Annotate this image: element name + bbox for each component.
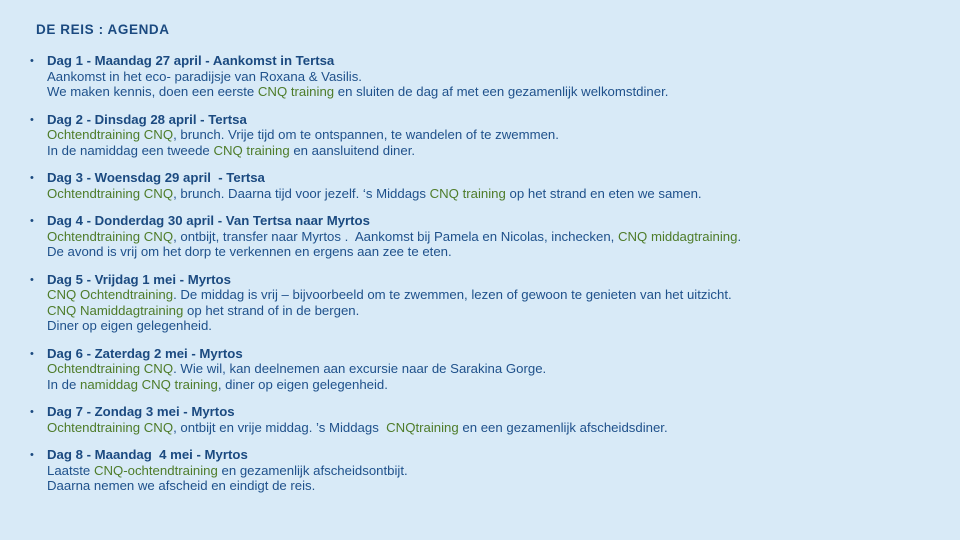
text-segment: Aankomst in het eco- paradijsje van Roxana & Vasilis. (47, 68, 362, 84)
agenda-item-line (47, 186, 702, 202)
highlighted-text-segment: CNQ training (213, 142, 290, 158)
highlighted-text-segment: CNQ-ochtendtraining (93, 462, 218, 478)
agenda-item (30, 404, 950, 435)
agenda-item-content (47, 112, 559, 159)
agenda-item-content (47, 404, 668, 435)
highlighted-text-segment: Ochtendtraining CNQ (47, 419, 174, 435)
text-segment: Laatste (47, 462, 94, 478)
agenda-item (30, 53, 950, 100)
highlighted-text-segment: CNQ middagtraining (618, 228, 738, 244)
agenda-item-content (47, 213, 741, 260)
text-segment: In de (47, 376, 80, 392)
text-segment: Diner op eigen gelegenheid. (47, 318, 212, 333)
agenda-item-line (47, 127, 559, 143)
text-segment: , diner op eigen gelegenheid. (217, 376, 388, 392)
text-segment: In de namiddag een tweede (47, 142, 214, 158)
highlighted-text-segment: Ochtendtraining CNQ (47, 228, 174, 244)
bullet-icon: • (30, 172, 34, 184)
slide-title: DE REIS : AGENDA (36, 22, 170, 37)
agenda-item (30, 112, 950, 159)
agenda-item-header: Dag 8 - Maandag 4 mei - Myrtos (47, 447, 248, 462)
agenda-item (30, 272, 950, 334)
agenda-item-header: Dag 5 - Vrijdag 1 mei - Myrtos (47, 271, 231, 287)
bullet-icon: • (30, 347, 34, 360)
agenda-item-line (47, 318, 732, 334)
agenda-item-line (47, 69, 668, 85)
agenda-item-line (47, 303, 732, 319)
bullet-icon: • (30, 449, 34, 461)
text-segment: . De middag is vrij – bijvoorbeeld om te zwemmen, lezen of gewoon te genieten van het uitzicht. (173, 287, 732, 302)
agenda-item-line (47, 287, 732, 303)
highlighted-text-segment: CNQ Namiddagtraining (47, 302, 184, 318)
text-segment: en aansluitend diner. (289, 142, 416, 158)
highlighted-text-segment: CNQ training (257, 84, 335, 99)
agenda-item-line (47, 244, 741, 260)
agenda-item-content (47, 170, 702, 201)
agenda-item-content (47, 447, 408, 494)
agenda-list (0, 53, 960, 494)
agenda-item-line (47, 229, 741, 245)
text-segment: We maken kennis, doen een eerste (47, 84, 258, 99)
text-segment: en sluiten de dag af met een gezamenlijk welkomstdiner. (334, 84, 669, 99)
agenda-item-line (47, 361, 546, 377)
agenda-item (30, 170, 950, 201)
text-segment: op het strand en eten we samen. (505, 185, 702, 201)
text-segment: en een gezamenlijk afscheidsdiner. (458, 419, 668, 435)
agenda-item-header: Dag 3 - Woensdag 29 april - Tertsa (47, 170, 265, 185)
text-segment: Daarna nemen we afscheid en eindigt de reis. (47, 478, 316, 493)
agenda-item (30, 447, 950, 494)
text-segment: , brunch. Vrije tijd om te ontspannen, te wandelen of te zwemmen. (173, 127, 559, 142)
highlighted-text-segment: namiddag CNQ training (80, 376, 218, 392)
agenda-item-content (47, 346, 546, 393)
text-segment: en gezamenlijk afscheidsontbijt. (217, 462, 408, 478)
text-segment: , ontbijt, transfer naar Myrtos . Aankomst bij Pamela en Nicolas, inchecken, (173, 228, 618, 244)
bullet-icon: • (30, 215, 34, 227)
agenda-item-line (47, 84, 668, 100)
bullet-icon: • (30, 273, 34, 286)
agenda-item-header: Dag 1 - Maandag 27 april - Aankomst in Tertsa (47, 53, 335, 68)
highlighted-text-segment: Ochtendtraining CNQ (47, 185, 174, 201)
agenda-item-line (47, 377, 546, 393)
agenda-item-line (47, 420, 668, 436)
agenda-item-content (47, 272, 732, 334)
text-segment: . Wie wil, kan deelnemen aan excursie naar de Sarakina Gorge. (173, 361, 547, 376)
agenda-item-line (47, 143, 559, 159)
agenda-item-line (47, 478, 408, 494)
highlighted-text-segment: Ochtendtraining CNQ (47, 361, 174, 376)
text-segment: op het strand of in de bergen. (183, 302, 360, 318)
agenda-item-line (47, 463, 408, 479)
highlighted-text-segment: CNQ Ochtendtraining (47, 287, 174, 302)
bullet-icon: • (30, 55, 34, 67)
text-segment: . (737, 228, 742, 244)
agenda-item-header: Dag 4 - Donderdag 30 april - Van Tertsa naar Myrtos (47, 213, 370, 228)
agenda-item (30, 346, 950, 393)
bullet-icon: • (30, 113, 34, 126)
agenda-item-header: Dag 2 - Dinsdag 28 april - Tertsa (47, 111, 247, 127)
highlighted-text-segment: CNQ training (429, 185, 506, 201)
text-segment: , ontbijt en vrije middag. ’s Middags (173, 419, 387, 435)
highlighted-text-segment: Ochtendtraining CNQ (47, 127, 174, 142)
agenda-item-content (47, 53, 668, 100)
bullet-icon: • (30, 406, 34, 418)
text-segment: , brunch. Daarna tijd voor jezelf. ‘s Middags (173, 185, 430, 201)
agenda-item-header: Dag 6 - Zaterdag 2 mei - Myrtos (47, 345, 243, 361)
text-segment: De avond is vrij om het dorp te verkennen en ergens aan zee te eten. (47, 244, 452, 259)
agenda-item-header: Dag 7 - Zondag 3 mei - Myrtos (47, 404, 235, 419)
highlighted-text-segment: CNQtraining (386, 419, 459, 435)
agenda-item (30, 213, 950, 260)
